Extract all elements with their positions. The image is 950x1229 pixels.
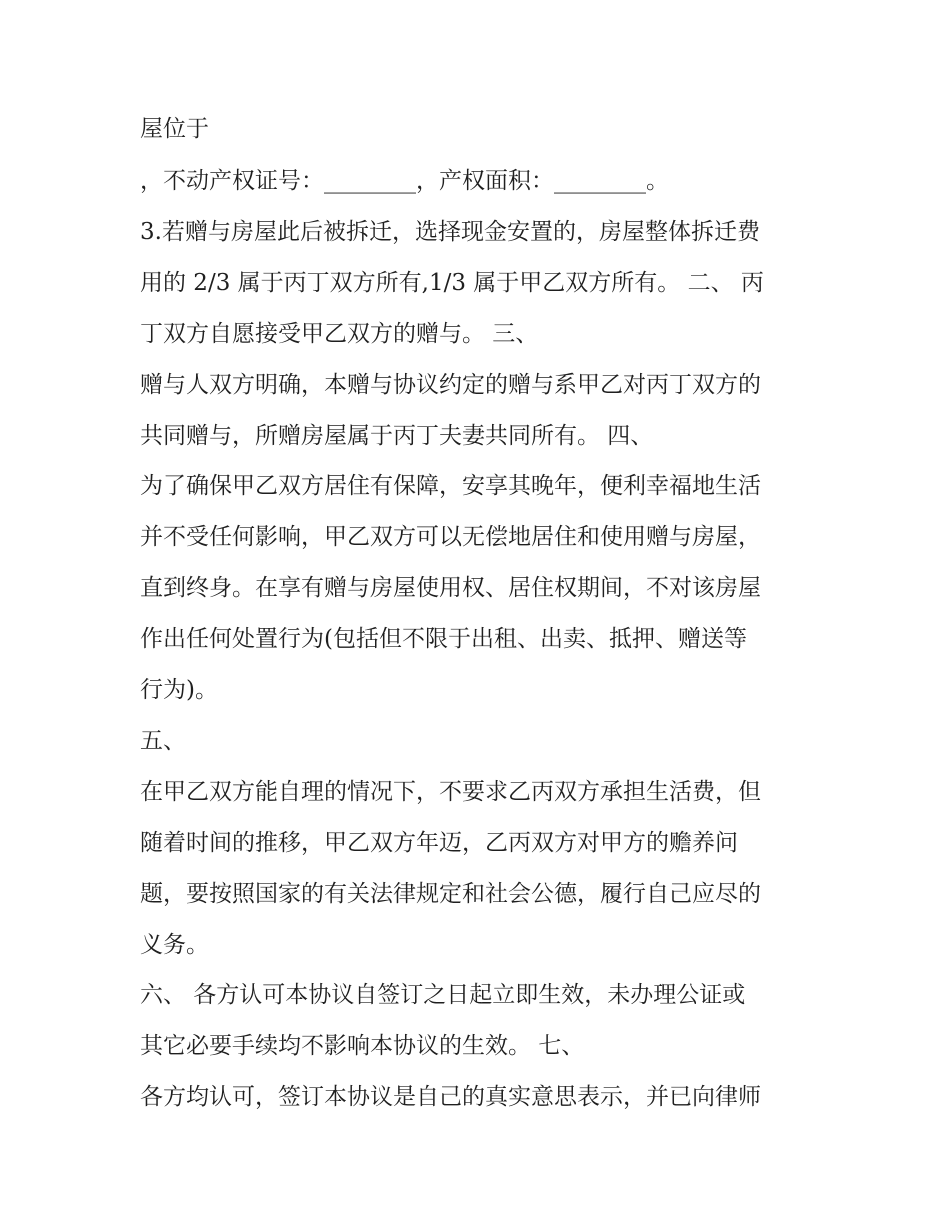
text-line: 随着时间的推移，甲乙双方年迈，乙丙双方对甲方的赡养问 <box>140 830 738 856</box>
text-line: ，不动产权证号：________，产权面积：________。 <box>140 168 669 194</box>
text-line: 直到终身。在享有赠与房屋使用权、居住权期间，不对该房屋 <box>140 575 761 601</box>
text-line: 共同赠与，所赠房屋属于丙丁夫妻共同所有。 四、 <box>140 423 654 449</box>
text-line: 3.若赠与房屋此后被拆迁，选择现金安置的，房屋整体拆迁费 <box>140 219 760 245</box>
text-line: 在甲乙双方能自理的情况下，不要求乙丙双方承担生活费，但 <box>140 779 761 805</box>
text-line: 题，要按照国家的有关法律规定和社会公德，履行自己应尽的 <box>140 881 761 907</box>
text-line: 五、 <box>140 728 186 754</box>
text-line: 行为)。 <box>140 677 218 703</box>
text-line: 义务。 <box>140 932 209 958</box>
text-line: 屋位于 <box>140 116 209 142</box>
text-line: 并不受任何影响，甲乙双方可以无偿地居住和使用赠与房屋， <box>140 524 761 550</box>
text-line: 其它必要手续均不影响本协议的生效。 七、 <box>140 1033 585 1059</box>
text-line: 六、 各方认可本协议自签订之日起立即生效，未办理公证或 <box>140 982 746 1008</box>
text-line: 作出任何处置行为(包括但不限于出租、出卖、抵押、赠送等 <box>140 626 747 652</box>
text-line: 赠与人双方明确，本赠与协议约定的赠与系甲乙对丙丁双方的 <box>140 372 761 398</box>
text-line: 丁双方自愿接受甲乙双方的赠与。 三、 <box>140 321 539 347</box>
text-line: 用的 2/3 属于丙丁双方所有,1/3 属于甲乙双方所有。 二、 丙 <box>140 270 764 296</box>
text-line: 为了确保甲乙双方居住有保障，安享其晚年，便利幸福地生活 <box>140 473 761 499</box>
text-line: 各方均认可，签订本协议是自己的真实意思表示，并已向律师 <box>140 1084 761 1110</box>
